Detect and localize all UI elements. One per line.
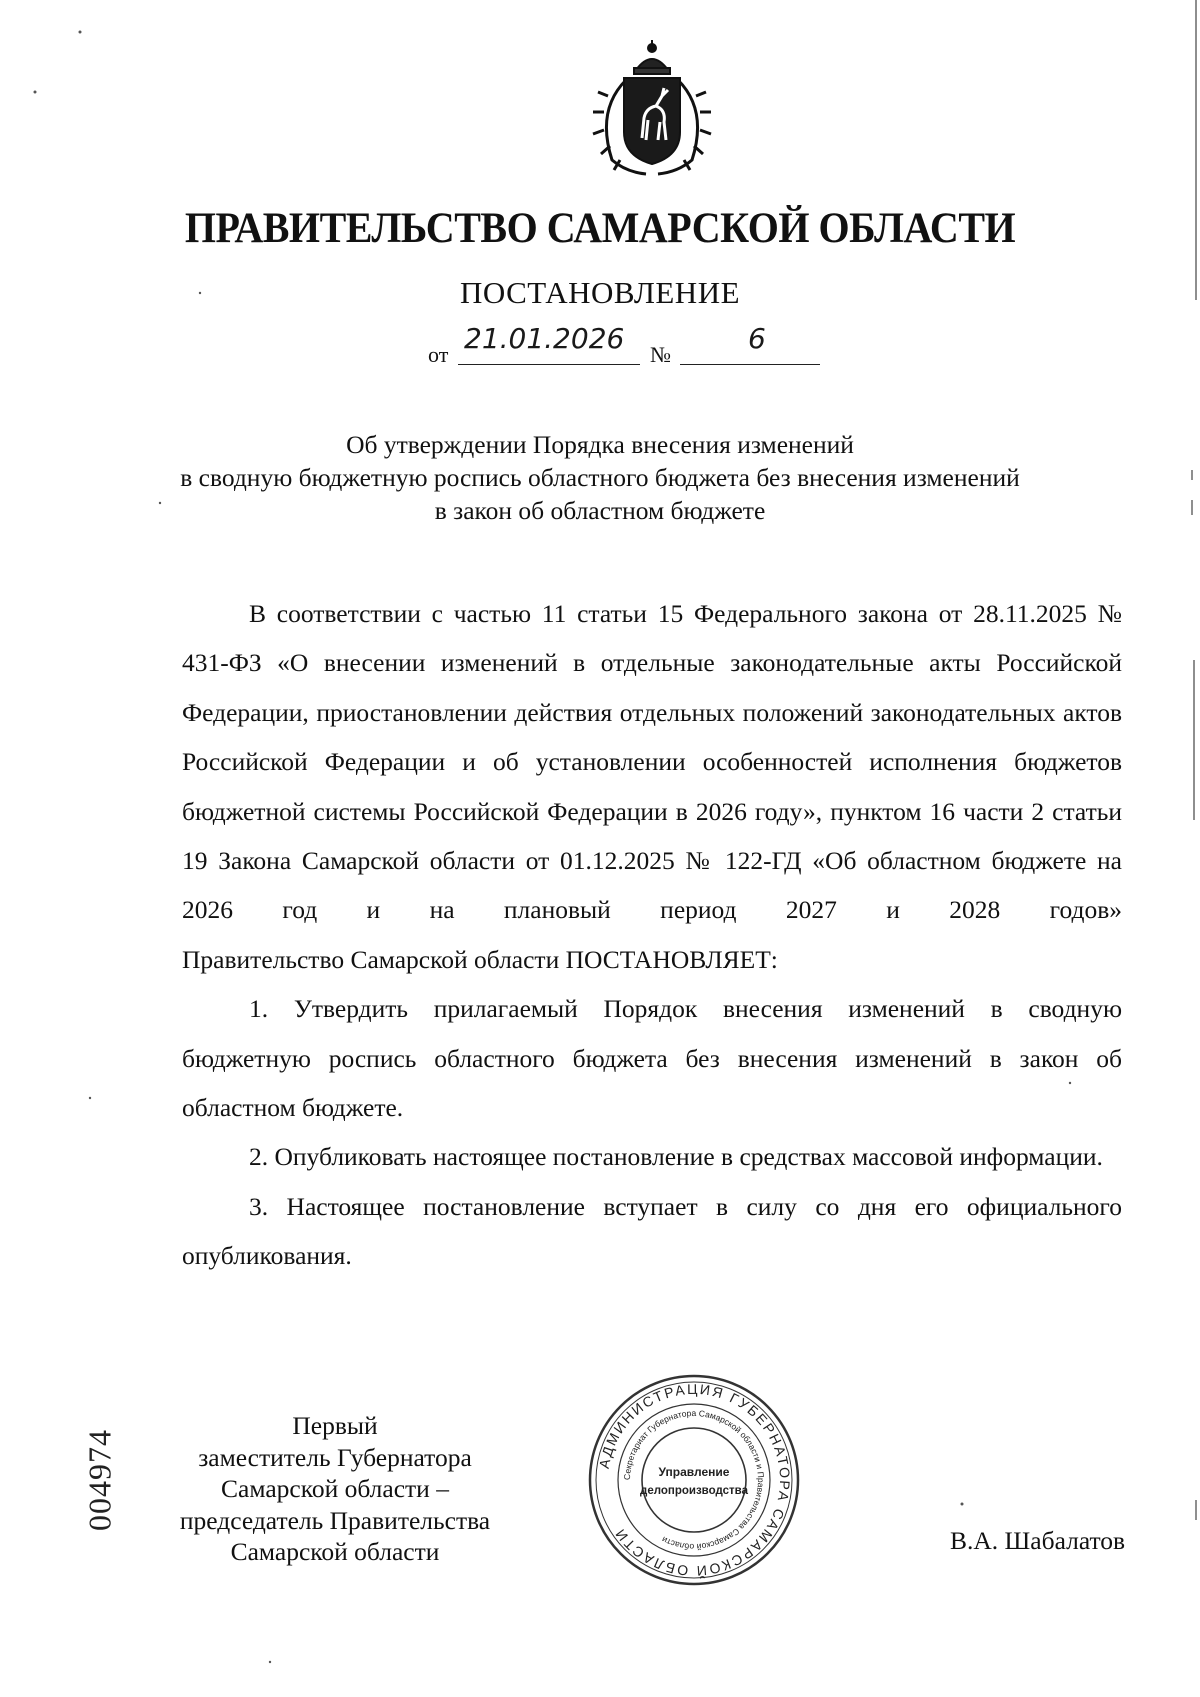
date-underline xyxy=(458,364,640,365)
stamp-center-line-1: Управление xyxy=(658,1465,730,1479)
number-value: 6 xyxy=(748,322,766,355)
signer-title-line: Самарской области – xyxy=(221,1474,449,1503)
date-value: 21.01.2026 xyxy=(464,322,625,355)
office-stamp xyxy=(584,1370,804,1590)
signer-title-line: заместитель Губернатора xyxy=(198,1442,472,1472)
stamp-middle-text: Секретариат Губернатора Самарской области и Правительства Самарской области xyxy=(621,1407,767,1553)
document-type: ПОСТАНОВЛЕНИЕ xyxy=(459,275,741,310)
samara-coat-of-arms-icon xyxy=(586,40,718,180)
signer-title-line: Самарской области xyxy=(230,1537,440,1566)
document-body xyxy=(182,589,1122,1281)
subject-line: в закон об областном бюджете xyxy=(434,496,766,525)
preamble-paragraph: В соответствии с частью 11 статьи 15 Федерального закона от 28.11.2025 № 431-ФЗ «О внесении изменений в отдельные законодательные акты Российской Федерации, приостановлении действия отдельных положений законодательных актов Российской Федерации и об установлении особенностей исполнения бюджетов бюджетной системы Российской Федерации в 2026 году», пунктом 16 части 2 статьи 19 Закона Самарской области от 01.12.2025 № 122-ГД «Об областном бюджете на 2026 год и на плановый период 2027 и 2028 годов» xyxy=(182,599,1122,925)
stamp-center-line-2: делопроизводства xyxy=(640,1485,748,1497)
signer-name: В.А. Шабалатов xyxy=(950,1526,1126,1555)
signer-title xyxy=(150,1410,520,1568)
subject-line: Об утверждении Порядка внесения изменений xyxy=(346,430,854,459)
item-1: 1. Утвердить прилагаемый Порядок внесения изменений в сводную бюджетную роспись областного бюджета без внесения изменений в закон об областном бюджете. xyxy=(182,994,1122,1123)
item-3: 3. Настоящее постановление вступает в силу со дня его официального опубликования. xyxy=(182,1191,1122,1271)
government-title: ПРАВИТЕЛЬСТВО САМАРСКОЙ ОБЛАСТИ xyxy=(184,205,1016,252)
registration-number: 004974 xyxy=(81,1429,118,1531)
date-label: от xyxy=(428,342,449,367)
signer-title-line: Первый xyxy=(292,1411,378,1440)
document-subject xyxy=(120,428,1080,527)
resolution-line: Правительство Самарской области ПОСТАНОВЛЯЕТ: xyxy=(182,944,778,974)
number-label: № xyxy=(650,342,671,367)
number-underline xyxy=(680,364,820,365)
stamp-outer-text: АДМИНИСТРАЦИЯ ГУБЕРНАТОРА САМАРСКОЙ ОБЛАСТИ xyxy=(595,1380,794,1580)
item-2: 2. Опубликовать настоящее постановление в средствах массовой информации. xyxy=(249,1142,1103,1172)
subject-line: в сводную бюджетную роспись областного бюджета без внесения изменений xyxy=(180,463,1020,492)
svg-text:Секретариат Губернатора Самарс xyxy=(622,1408,766,1552)
signer-title-line: председатель Правительства xyxy=(179,1505,491,1535)
